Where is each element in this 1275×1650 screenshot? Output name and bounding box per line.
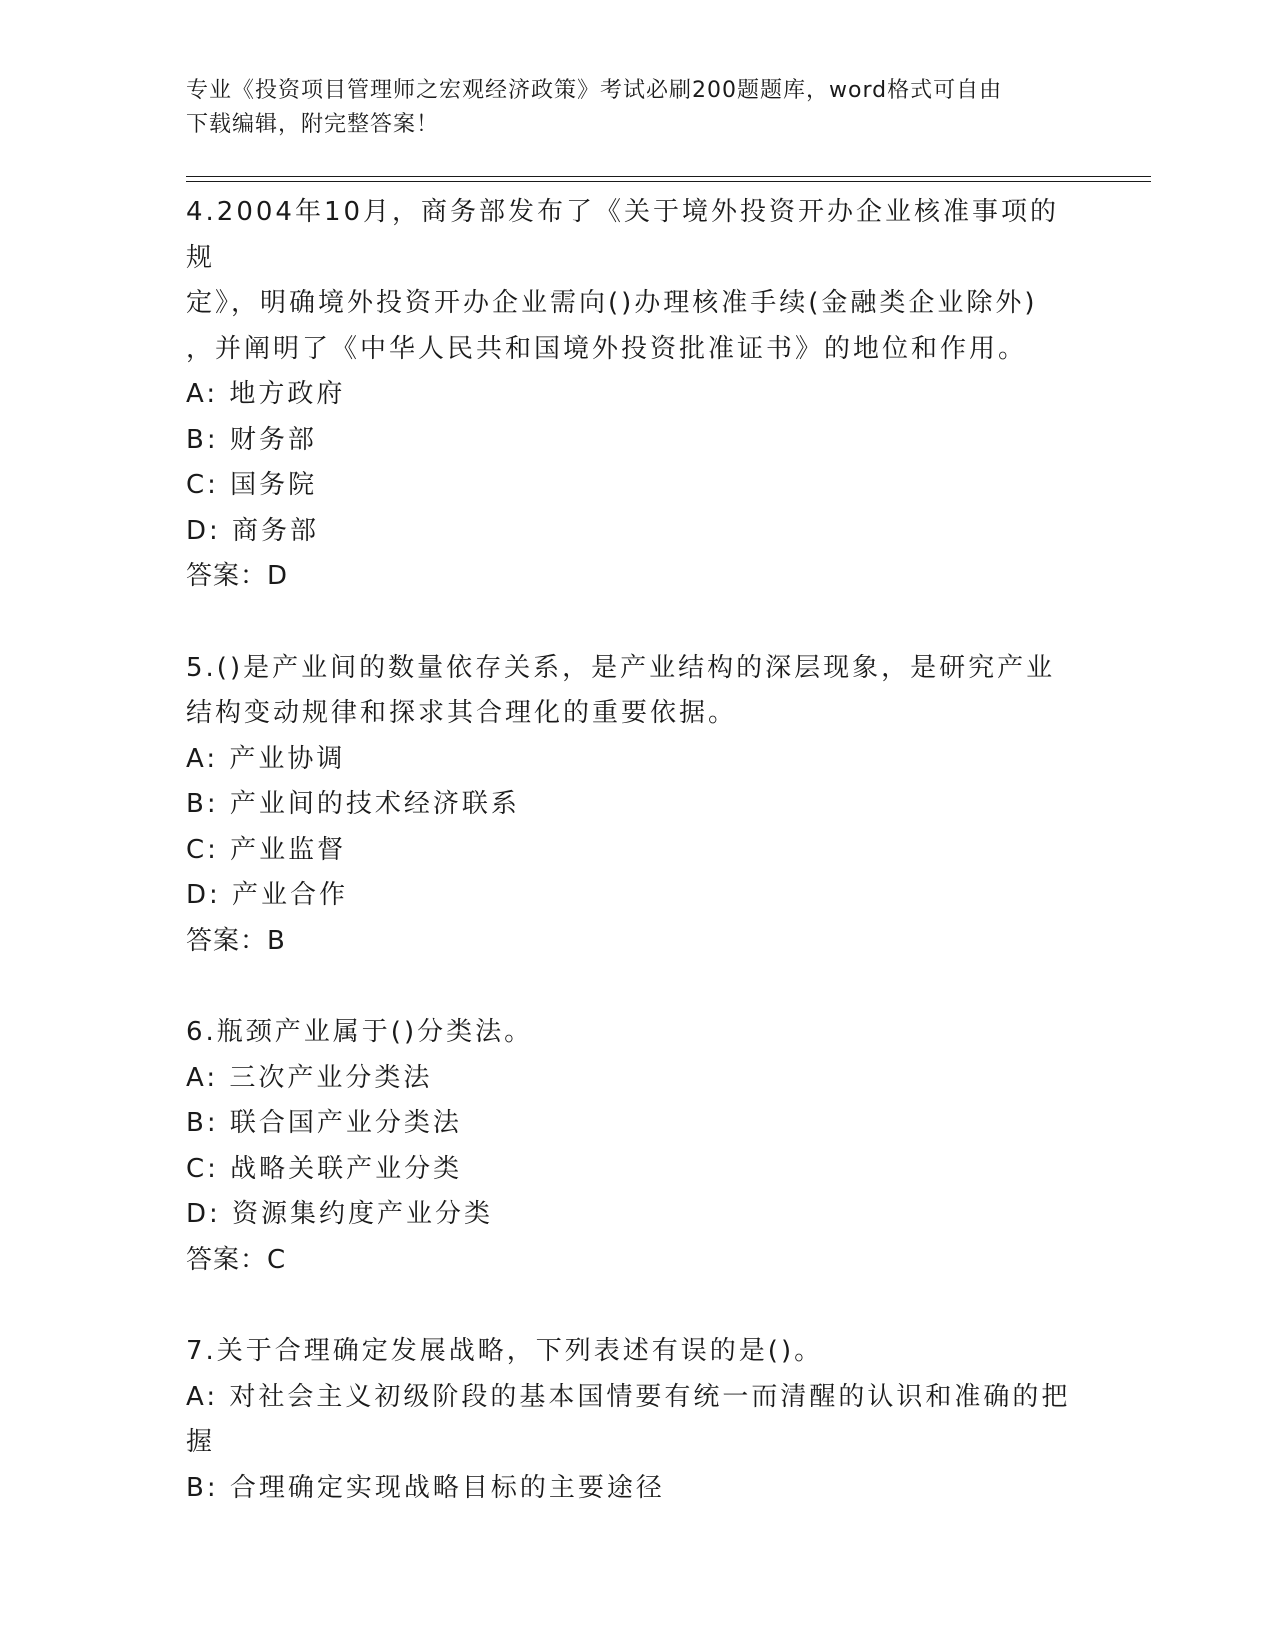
option-b: B: 产业间的技术经济联系 [186,789,520,819]
option-a: A: 三次产业分类法 [186,1062,433,1093]
question-list [186,190,1086,1557]
answer-label: 答案：D [186,561,289,591]
header-divider-bottom [186,181,1151,182]
option-a: A: 产业协调 [186,743,346,774]
question-stem: 6.瓶颈产业属于()分类法。 [186,1017,534,1047]
question-5 [186,646,1086,965]
option-c: C: 产业监督 [186,834,347,865]
option-c: C: 国务院 [186,470,318,500]
option-a: A: 地方政府 [186,379,346,409]
option-b: B: 合理确定实现战略目标的主要途径 [186,1472,665,1503]
answer-label: 答案：C [186,1244,287,1275]
option-c: C: 战略关联产业分类 [186,1153,463,1184]
answer-label: 答案：B [186,925,286,956]
option-d: D: 资源集约度产业分类 [186,1199,494,1229]
option-d: D: 商务部 [186,515,320,546]
question-6 [186,1010,1086,1283]
option-d: D: 产业合作 [186,880,349,910]
option-b: B: 联合国产业分类法 [186,1108,462,1138]
question-stem: 4.2004年10月，商务部发布了《关于境外投资开办企业核准事项的规 定》，明确境外投资开办企业需向()办理核准手续(金融类企业除外) ，并阐明了《中华人民共和国境外投资批准证书》的地位和作用。 [186,197,1060,364]
question-7 [186,1329,1086,1511]
question-stem: 5.()是产业间的数量依存关系，是产业结构的深层现象，是研究产业 结构变动规律和探求其合理化的重要依据。 [186,652,1056,728]
question-stem: 7.关于合理确定发展战略，下列表述有误的是()。 [186,1336,824,1366]
document-header: 专业《投资项目管理师之宏观经济政策》考试必刷200题题库，word格式可自由 下载编辑，附完整答案！ [186,78,1003,137]
header-divider-top [186,176,1151,177]
option-b: B: 财务部 [186,424,317,455]
question-4 [186,190,1086,600]
option-a: A: 对社会主义初级阶段的基本国情要有统一而清醒的认识和准确的把 握 [186,1381,1071,1457]
